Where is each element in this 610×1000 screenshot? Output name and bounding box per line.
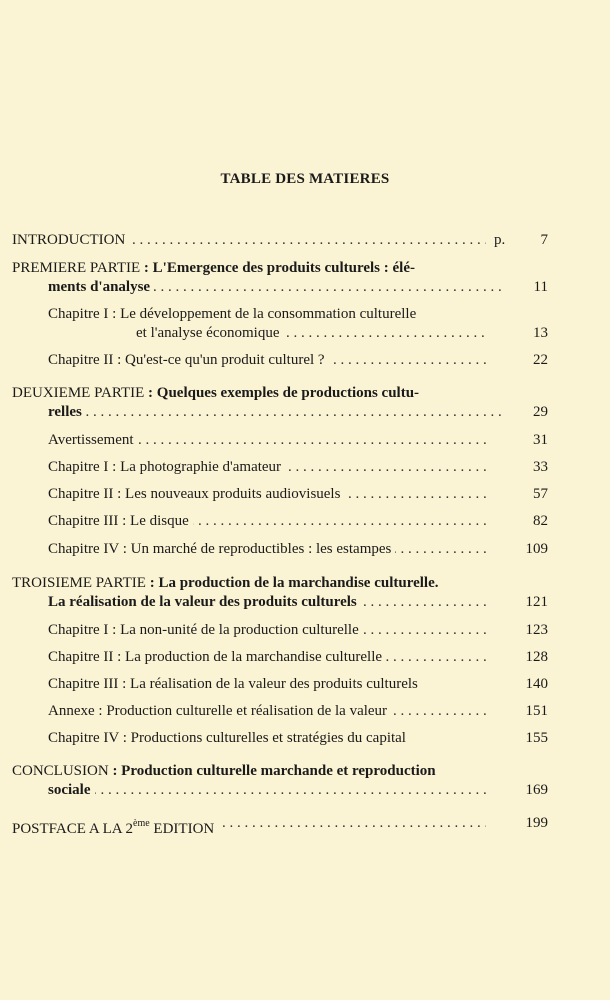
chapter-number: Chapitre II <box>48 486 114 502</box>
page-number: 140 <box>525 676 548 692</box>
part-title-cont: relles <box>48 403 86 422</box>
toc-entry-chapitre <box>48 729 548 748</box>
chapter-number: Chapitre IV <box>48 730 119 746</box>
chapter-title: : Un marché de reproductibles : les estampes <box>118 541 392 557</box>
postface-label-end: EDITION <box>149 821 215 837</box>
chapter-title: : Qu'est-ce qu'un produit culturel ? <box>113 352 325 368</box>
page-number: 11 <box>533 279 548 295</box>
chapter-title: : La photographie d'amateur <box>108 459 282 475</box>
part-title-cont: ments d'analyse <box>48 278 154 297</box>
page-title: TABLE DES MATIERES <box>220 171 390 187</box>
toc-entry-chapitre <box>48 305 548 345</box>
postface-label: POSTFACE A LA 2 <box>12 821 134 837</box>
dot-leader <box>48 403 506 422</box>
entry-label: Avertissement <box>48 431 138 450</box>
page-number: 109 <box>525 541 548 557</box>
entry-label: INTRODUCTION <box>12 231 129 250</box>
annex-title: : Production culturelle et réalisation de la valeur <box>94 703 388 719</box>
chapter-title-cont: et l'analyse économique <box>136 324 283 343</box>
toc-entry-chapitre <box>48 675 548 694</box>
part-title-cont: sociale <box>48 781 95 800</box>
page-number: 169 <box>525 782 548 798</box>
part-title: : Quelques exemples de productions cultu- <box>144 385 420 401</box>
chapter-number: Chapitre I <box>48 622 109 638</box>
page-number: 31 <box>533 432 548 448</box>
chapter-title: : Les nouveaux produits audiovisuels <box>113 486 341 502</box>
chapter-title: : Le développement de la consommation culturelle <box>108 306 417 322</box>
page-number: 128 <box>525 649 548 665</box>
toc-entry-deuxieme-partie <box>12 384 548 424</box>
chapter-number: Chapitre I <box>48 306 109 322</box>
chapter-number: Chapitre I <box>48 459 109 475</box>
chapter-number: Chapitre III <box>48 513 119 529</box>
page-number: 57 <box>533 486 548 502</box>
chapter-title: : La réalisation de la valeur des produits culturels <box>118 676 418 692</box>
page-number: 151 <box>525 703 548 719</box>
page-number: 33 <box>533 459 548 475</box>
annex-label: Annexe <box>48 703 95 719</box>
part-heading: CONCLUSION <box>12 763 109 779</box>
toc-entry-conclusion <box>12 762 548 802</box>
toc-entry-introduction <box>12 231 548 250</box>
chapter-title: : La non-unité de la production culturelle <box>108 622 359 638</box>
toc-entry-annexe <box>48 702 548 721</box>
chapter-title: : Le disque <box>118 513 189 529</box>
toc-entry-chapitre <box>48 351 548 370</box>
page-number: 29 <box>533 404 548 420</box>
chapter-title: : La production de la marchandise culturelle <box>113 649 383 665</box>
toc-entry-troisieme-partie <box>12 574 548 614</box>
chapter-number: Chapitre III <box>48 676 119 692</box>
toc-entry-chapitre <box>48 540 548 559</box>
part-heading: DEUXIEME PARTIE <box>12 385 145 401</box>
page-number: 7 <box>540 232 548 248</box>
page-number: 22 <box>533 352 548 368</box>
part-title-cont: La réalisation de la valeur des produits culturels <box>48 593 361 612</box>
page-number: 82 <box>533 513 548 529</box>
part-heading: TROISIEME PARTIE <box>12 575 146 591</box>
page-number: 13 <box>533 325 548 341</box>
part-title: : L'Emergence des produits culturels : élé- <box>140 260 415 276</box>
page-prefix: p. <box>494 232 506 248</box>
dot-leader <box>48 781 486 800</box>
chapter-title: : Productions culturelles et stratégies du capital <box>118 730 406 746</box>
toc-entry-avertissement <box>48 431 548 450</box>
toc-entry-postface <box>12 814 548 837</box>
chapter-number: Chapitre IV <box>48 541 119 557</box>
chapter-number: Chapitre II <box>48 352 114 368</box>
page-number: 123 <box>525 622 548 638</box>
part-title: : Production culturelle marchande et reproduction <box>108 763 436 779</box>
chapter-number: Chapitre II <box>48 649 114 665</box>
toc-entry-chapitre <box>48 485 548 504</box>
edition-superscript: ème <box>133 818 150 829</box>
part-title: : La production de la marchandise culturelle. <box>145 575 439 591</box>
toc-entry-chapitre <box>48 621 548 640</box>
page-number: 199 <box>525 815 548 831</box>
toc-entry-chapitre <box>48 512 548 531</box>
page-number: 155 <box>525 730 548 746</box>
page-number: 121 <box>525 594 548 610</box>
toc-entry-chapitre <box>48 458 548 477</box>
toc-entry-chapitre <box>48 648 548 667</box>
part-heading: PREMIERE PARTIE <box>12 260 141 276</box>
toc-entry-premiere-partie <box>12 259 548 299</box>
